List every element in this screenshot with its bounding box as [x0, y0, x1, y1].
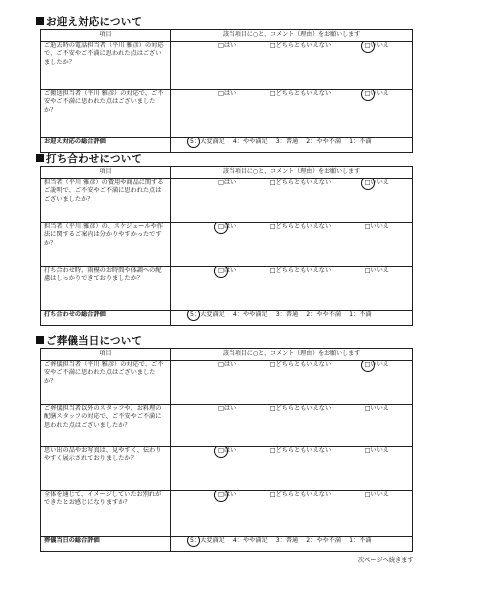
- section-table-pickup: [40, 29, 413, 153]
- answer-options: [171, 361, 413, 405]
- section-title-pickup: お迎え対応について: [36, 14, 142, 29]
- option-neutral[interactable]: □どちらともいえない: [269, 223, 332, 230]
- rating-scale: [171, 311, 413, 326]
- section-table-funeral-day: [40, 348, 413, 552]
- selection-circle: [187, 311, 200, 322]
- header-answer: 該当項目に○と、コメント（理由）をお願いします: [171, 349, 413, 361]
- option-no[interactable]: □いいえ: [364, 223, 389, 230]
- rating-3[interactable]: 3：普通: [275, 138, 299, 145]
- summary-row: [41, 537, 413, 552]
- option-neutral[interactable]: □どちらともいえない: [269, 267, 332, 274]
- option-no[interactable]: □いいえ: [364, 405, 389, 412]
- section-marker: [36, 17, 44, 25]
- rating-1[interactable]: 1：不満: [349, 311, 372, 318]
- option-yes[interactable]: □はい: [218, 361, 237, 368]
- question-text: 打ち合わせ時、雨模のお時間や体調への配慮はしっかりできておりましたか？: [41, 267, 171, 311]
- selection-circle: [214, 447, 228, 459]
- selection-circle: [361, 361, 375, 373]
- rating-2[interactable]: 2：やや不満: [306, 311, 342, 318]
- option-no[interactable]: □いいえ: [365, 90, 389, 98]
- selection-circle: [214, 223, 228, 235]
- question-row: [41, 90, 413, 138]
- answer-options: [171, 405, 413, 447]
- selection-circle: [187, 537, 200, 548]
- rating-4[interactable]: 4：やや満足: [232, 537, 268, 544]
- option-no[interactable]: □いいえ: [364, 267, 389, 274]
- question-row: [41, 361, 413, 405]
- section-marker: [36, 336, 44, 344]
- question-row: [41, 223, 413, 267]
- summary-label: 打ち合わせの総合評価: [41, 311, 171, 326]
- rating-1[interactable]: 1：不満: [349, 537, 372, 544]
- header-answer: 該当項目に○と、コメント（理由）をお願いします: [171, 167, 413, 179]
- header-answer: 該当項目に○と、コメント（理由）をお願いします: [171, 30, 413, 42]
- rating-scale: [171, 537, 413, 552]
- option-yes[interactable]: □はい: [218, 267, 236, 275]
- summary-label: お迎え対応の総合評価: [41, 138, 171, 153]
- option-yes[interactable]: □はい: [218, 491, 236, 499]
- header-item: 項目: [41, 349, 171, 361]
- selection-circle: [361, 42, 375, 54]
- rating-2[interactable]: 2：やや不満: [306, 138, 342, 145]
- answer-options: [171, 491, 413, 537]
- option-neutral[interactable]: □どちらともいえない: [269, 90, 332, 97]
- header-item: 項目: [41, 167, 171, 179]
- answer-options: [171, 179, 413, 223]
- rating-4[interactable]: 4：やや満足: [232, 311, 268, 318]
- option-neutral[interactable]: □どちらともいえない: [269, 491, 332, 498]
- option-neutral[interactable]: □どちらともいえない: [269, 405, 332, 412]
- rating-4[interactable]: 4：やや満足: [232, 138, 268, 145]
- section-table-meeting: [40, 166, 413, 326]
- question-row: [41, 447, 413, 491]
- option-yes[interactable]: □はい: [218, 90, 237, 97]
- answer-options: [171, 223, 413, 267]
- option-yes[interactable]: □はい: [218, 223, 236, 231]
- option-yes[interactable]: □はい: [218, 42, 237, 49]
- continued-note: 次ページへ続きます: [358, 557, 414, 564]
- question-row: [41, 179, 413, 223]
- option-neutral[interactable]: □どちらともいえない: [269, 361, 332, 368]
- rating-5[interactable]: 5：大変満足: [190, 138, 225, 146]
- option-yes[interactable]: □はい: [218, 179, 237, 186]
- header-item: 項目: [41, 30, 171, 42]
- selection-circle: [214, 267, 228, 279]
- rating-3[interactable]: 3：普通: [275, 537, 299, 544]
- answer-options: [171, 90, 413, 138]
- option-neutral[interactable]: □どちらともいえない: [269, 42, 332, 49]
- option-neutral[interactable]: □どちらともいえない: [269, 179, 332, 186]
- rating-3[interactable]: 3：普通: [275, 311, 299, 318]
- option-yes[interactable]: □はい: [218, 405, 237, 412]
- rating-5[interactable]: 5：大変満足: [190, 537, 225, 545]
- option-no[interactable]: □いいえ: [365, 361, 389, 369]
- section-marker: [36, 154, 44, 162]
- rating-scale: [171, 138, 413, 153]
- question-text: ご葬儀担当者（平川 雅彦）の対応で、ご不安やご不満に思われた点はございましたか？: [41, 361, 171, 405]
- answer-options: [171, 42, 413, 90]
- rating-2[interactable]: 2：やや不満: [306, 537, 342, 544]
- summary-row: [41, 311, 413, 326]
- question-row: [41, 491, 413, 537]
- option-yes[interactable]: □はい: [218, 447, 236, 455]
- question-text: ご逝去時の電話担当者（平川 雅彦）の対応で、ご不安やご不満に思われた点はございましたか？: [41, 42, 171, 90]
- summary-label: 葬儀当日の総合評価: [41, 537, 171, 552]
- option-no[interactable]: □いいえ: [364, 491, 389, 498]
- option-neutral[interactable]: □どちらともいえない: [269, 447, 332, 454]
- question-text: 全体を通じて、イメージしていたお別れができたとお感じになりますか？: [41, 491, 171, 537]
- section-title-funeral-day: ご葬儀当日について: [36, 333, 142, 348]
- question-row: [41, 267, 413, 311]
- question-text: ご搬送担当者（平川 雅彦）の対応で、ご不安やご不満に思われた点はございましたか？: [41, 90, 171, 138]
- option-no[interactable]: □いいえ: [365, 42, 389, 50]
- option-no[interactable]: □いいえ: [364, 447, 389, 454]
- question-row: [41, 42, 413, 90]
- selection-circle: [187, 138, 200, 149]
- answer-options: [171, 267, 413, 311]
- selection-circle: [361, 90, 375, 102]
- section-title-meeting: 打ち合わせについて: [36, 151, 142, 166]
- selection-circle: [361, 179, 375, 191]
- rating-5[interactable]: 5：大変満足: [190, 311, 225, 319]
- selection-circle: [214, 491, 228, 503]
- question-text: 担当者（平川 雅彦）の費用や商品に関するご説明で、ご不安やご不満に思われた点はございましたか？: [41, 179, 171, 223]
- question-text: 思い出の品やお写真は、見やすく、伝わりやすく展示されておりましたか？: [41, 447, 171, 491]
- answer-options: [171, 447, 413, 491]
- question-text: ご葬儀担当者以外のスタッフや、お料理の配膳スタッフの対応で、ご不安やご不満に思われた点はございましたか？: [41, 405, 171, 447]
- question-row: [41, 405, 413, 447]
- question-text: 担当者（平川 雅彦）の、スケジュールや作法に関するご案内は分かりやすかったですか？: [41, 223, 171, 267]
- rating-1[interactable]: 1：不満: [349, 138, 372, 145]
- option-no[interactable]: □いいえ: [365, 179, 389, 187]
